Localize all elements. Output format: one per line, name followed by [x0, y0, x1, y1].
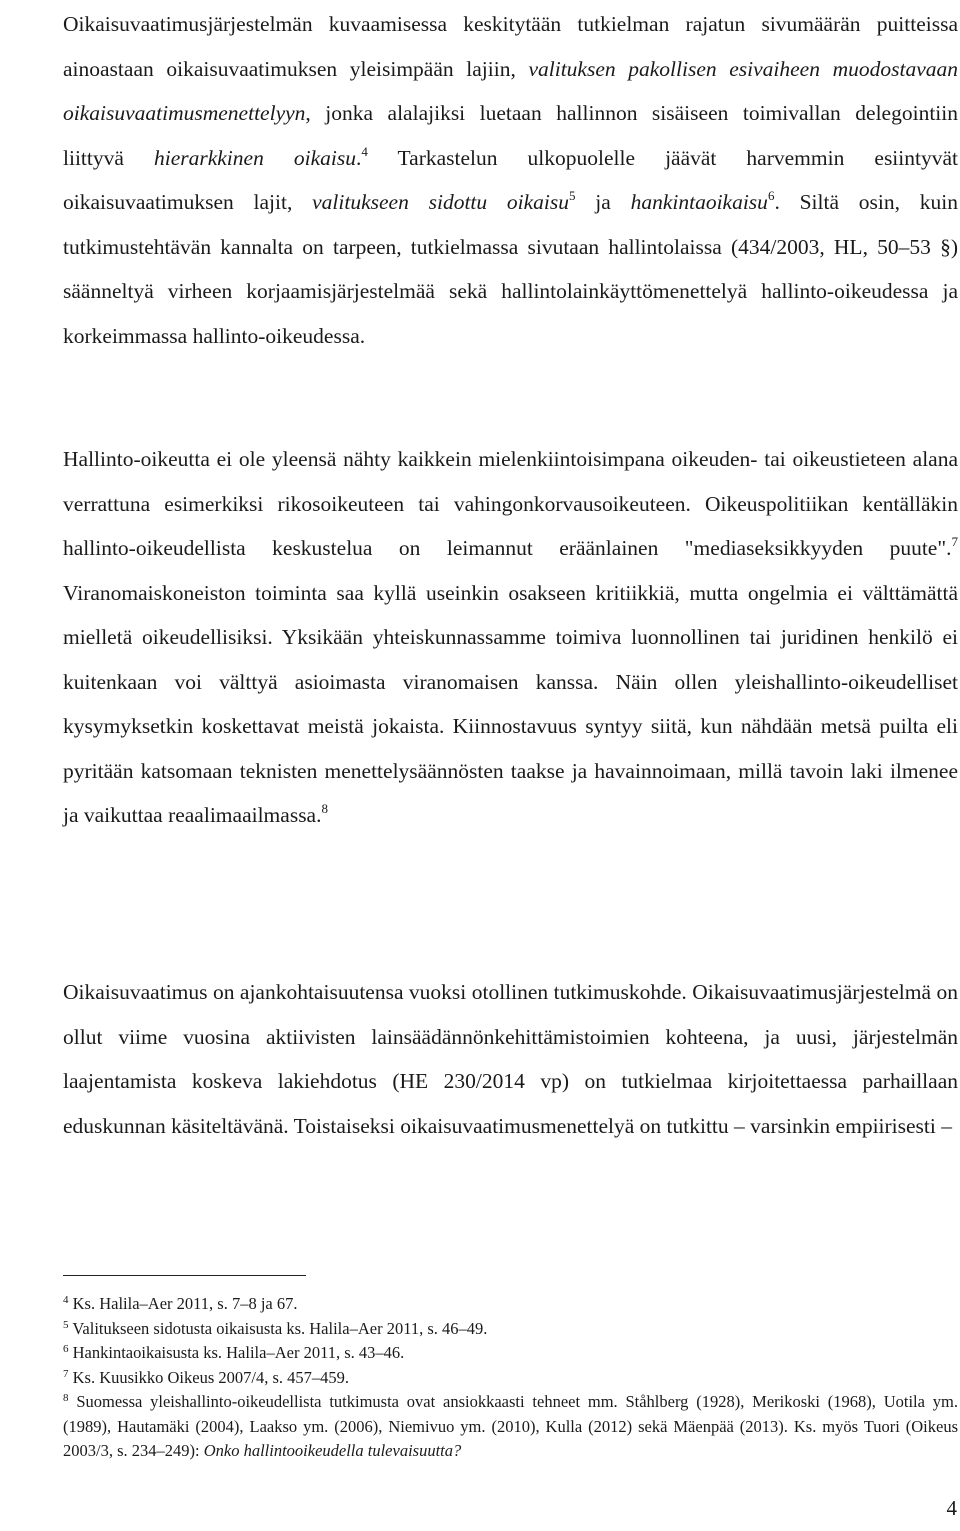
footnote-separator	[63, 1275, 306, 1276]
paragraph-3	[63, 970, 958, 1148]
footnotes	[63, 1292, 958, 1464]
text-run: Viranomaiskoneiston toiminta saa kyllä useinkin osakseen kritiikkiä, mutta ongelmia ei välttämättä mielletä oikeudellisiksi. Yksikään yhteiskunnassamme toimiva luonnollinen tai juridinen henkilö ei kuitenkaan voi välttyä asioimasta viranomaisen kanssa. Näin ollen yleishallinto-oikeudelliset kysymyksetkin koskettavat meistä jokaista. Kiinnostavuus syntyy siitä, kun nähdään metsä puilta eli pyritään katsomaan teknisten menettelysäännösten taakse ja havainnoimaan, millä tavoin laki ilmenee ja vaikuttaa reaalimaailmassa.	[63, 580, 958, 827]
paragraph-2	[63, 437, 958, 838]
footnote-ref: 8	[321, 801, 328, 816]
text-run: ja	[575, 190, 631, 214]
text-run: Oikaisuvaatimusjärjestelmän kuvaamisessa keskitytään tutkielman rajatun sivumäärän puitteissa ainoastaan oikaisuvaatimuksen yleisimpään lajiin,	[63, 12, 958, 81]
text-run: Tarkastelun ulkopuolelle jäävät harvemmin esiintyvät oikaisuvaatimuksen lajit,	[63, 145, 958, 214]
footnote-ref: 6	[767, 188, 775, 203]
italic-term: valituksen pakollisen esivaiheen muodostavaan oikaisuvaatimusmenettelyyn	[63, 56, 958, 125]
footnote-ref: 5	[569, 188, 576, 203]
footnote-8	[63, 1390, 958, 1464]
text-run: Ks. Halila–Aer 2011, s. 7–8 ja 67.	[68, 1294, 298, 1313]
text-run: Hallinto-oikeutta ei ole yleensä nähty kaikkein mielenkiintoisimpana oikeuden- tai oikeustieteen alana verrattuna esimerkiksi rikosoikeuteen tai vahingonkorvausoikeuteen. Oikeuspolitiikan kentälläkin hallinto-oikeudellista keskustelua on leimannut eräänlainen "mediaseksikkyyden puute".	[63, 447, 958, 560]
footnote-ref: 7	[951, 534, 958, 549]
italic-term: hierarkkinen oikaisu	[153, 145, 356, 170]
text-run: Oikaisuvaatimus on ajankohtaisuutensa vuoksi otollinen tutkimuskohde. Oikaisuvaatimusjärjestelmä on ollut viime vuosina aktiivisten lainsäädännönkehittämistoimien kohteena, ja uusi, järjestelmän laajentamista koskeva lakiehdotus (HE 230/2014 vp) on tutkielmaa kirjoitettaessa parhaillaan eduskunnan käsiteltävänä. Toistaiseksi oikaisuvaatimusmenettelyä on tutkittu – varsinkin empiirisesti –	[63, 980, 958, 1138]
text-run: Hankintaoikaisusta ks. Halila–Aer 2011, s. 43–46.	[68, 1343, 405, 1362]
footnote-ref: 4	[361, 143, 368, 159]
italic-term: hankintaoikaisu	[630, 190, 768, 214]
page-number: 4	[946, 1496, 957, 1520]
text-run: , jonka alalajiksi luetaan hallinnon sisäiseen toimivallan delegointiin liittyvä	[63, 101, 958, 170]
footnote-4	[63, 1292, 958, 1317]
text-run: Suomessa yleishallinto-oikeudellista tutkimusta ovat ansiokkaasti tehneet mm. Ståhlberg (1928), Merikoski (1968), Uotila ym. (1989), Hautamäki (2004), Laakso ym. (2006), Niemivuo ym. (2010), Kulla (2012) sekä Mäenpää (2013). Ks. myös Tuori (Oikeus 2003/3, s. 234–249):	[63, 1392, 958, 1460]
footnote-7	[63, 1366, 958, 1391]
footnote-ref: 8	[63, 1392, 69, 1404]
text-run: Valitukseen sidotusta oikaisusta ks. Halila–Aer 2011, s. 46–49.	[68, 1318, 488, 1338]
paragraph-1	[63, 2, 958, 358]
text-run: . Siltä osin, kuin tutkimustehtävän kannalta on tarpeen, tutkielmassa sivutaan hallintolaissa (434/2003, HL, 50–53 §) säänneltyä virheen korjaamisjärjestelmää sekä hallintolainkäyttömenettelyä hallinto-oikeudessa ja korkeimmassa hallinto-oikeudessa.	[63, 190, 958, 348]
italic-term: valitukseen sidottu oikaisu	[312, 190, 570, 214]
text-run: .	[355, 145, 362, 170]
italic-term: Onko hallintooikeudella tulevaisuutta?	[203, 1441, 462, 1460]
footnote-ref: 7	[63, 1367, 69, 1380]
footnote-ref: 4	[63, 1294, 69, 1306]
footnote-ref: 6	[63, 1343, 69, 1355]
text-run: Ks. Kuusikko Oikeus 2007/4, s. 457–459.	[68, 1367, 350, 1387]
footnote-6	[63, 1341, 958, 1366]
footnote-ref: 5	[63, 1318, 69, 1331]
footnote-5	[63, 1317, 958, 1342]
